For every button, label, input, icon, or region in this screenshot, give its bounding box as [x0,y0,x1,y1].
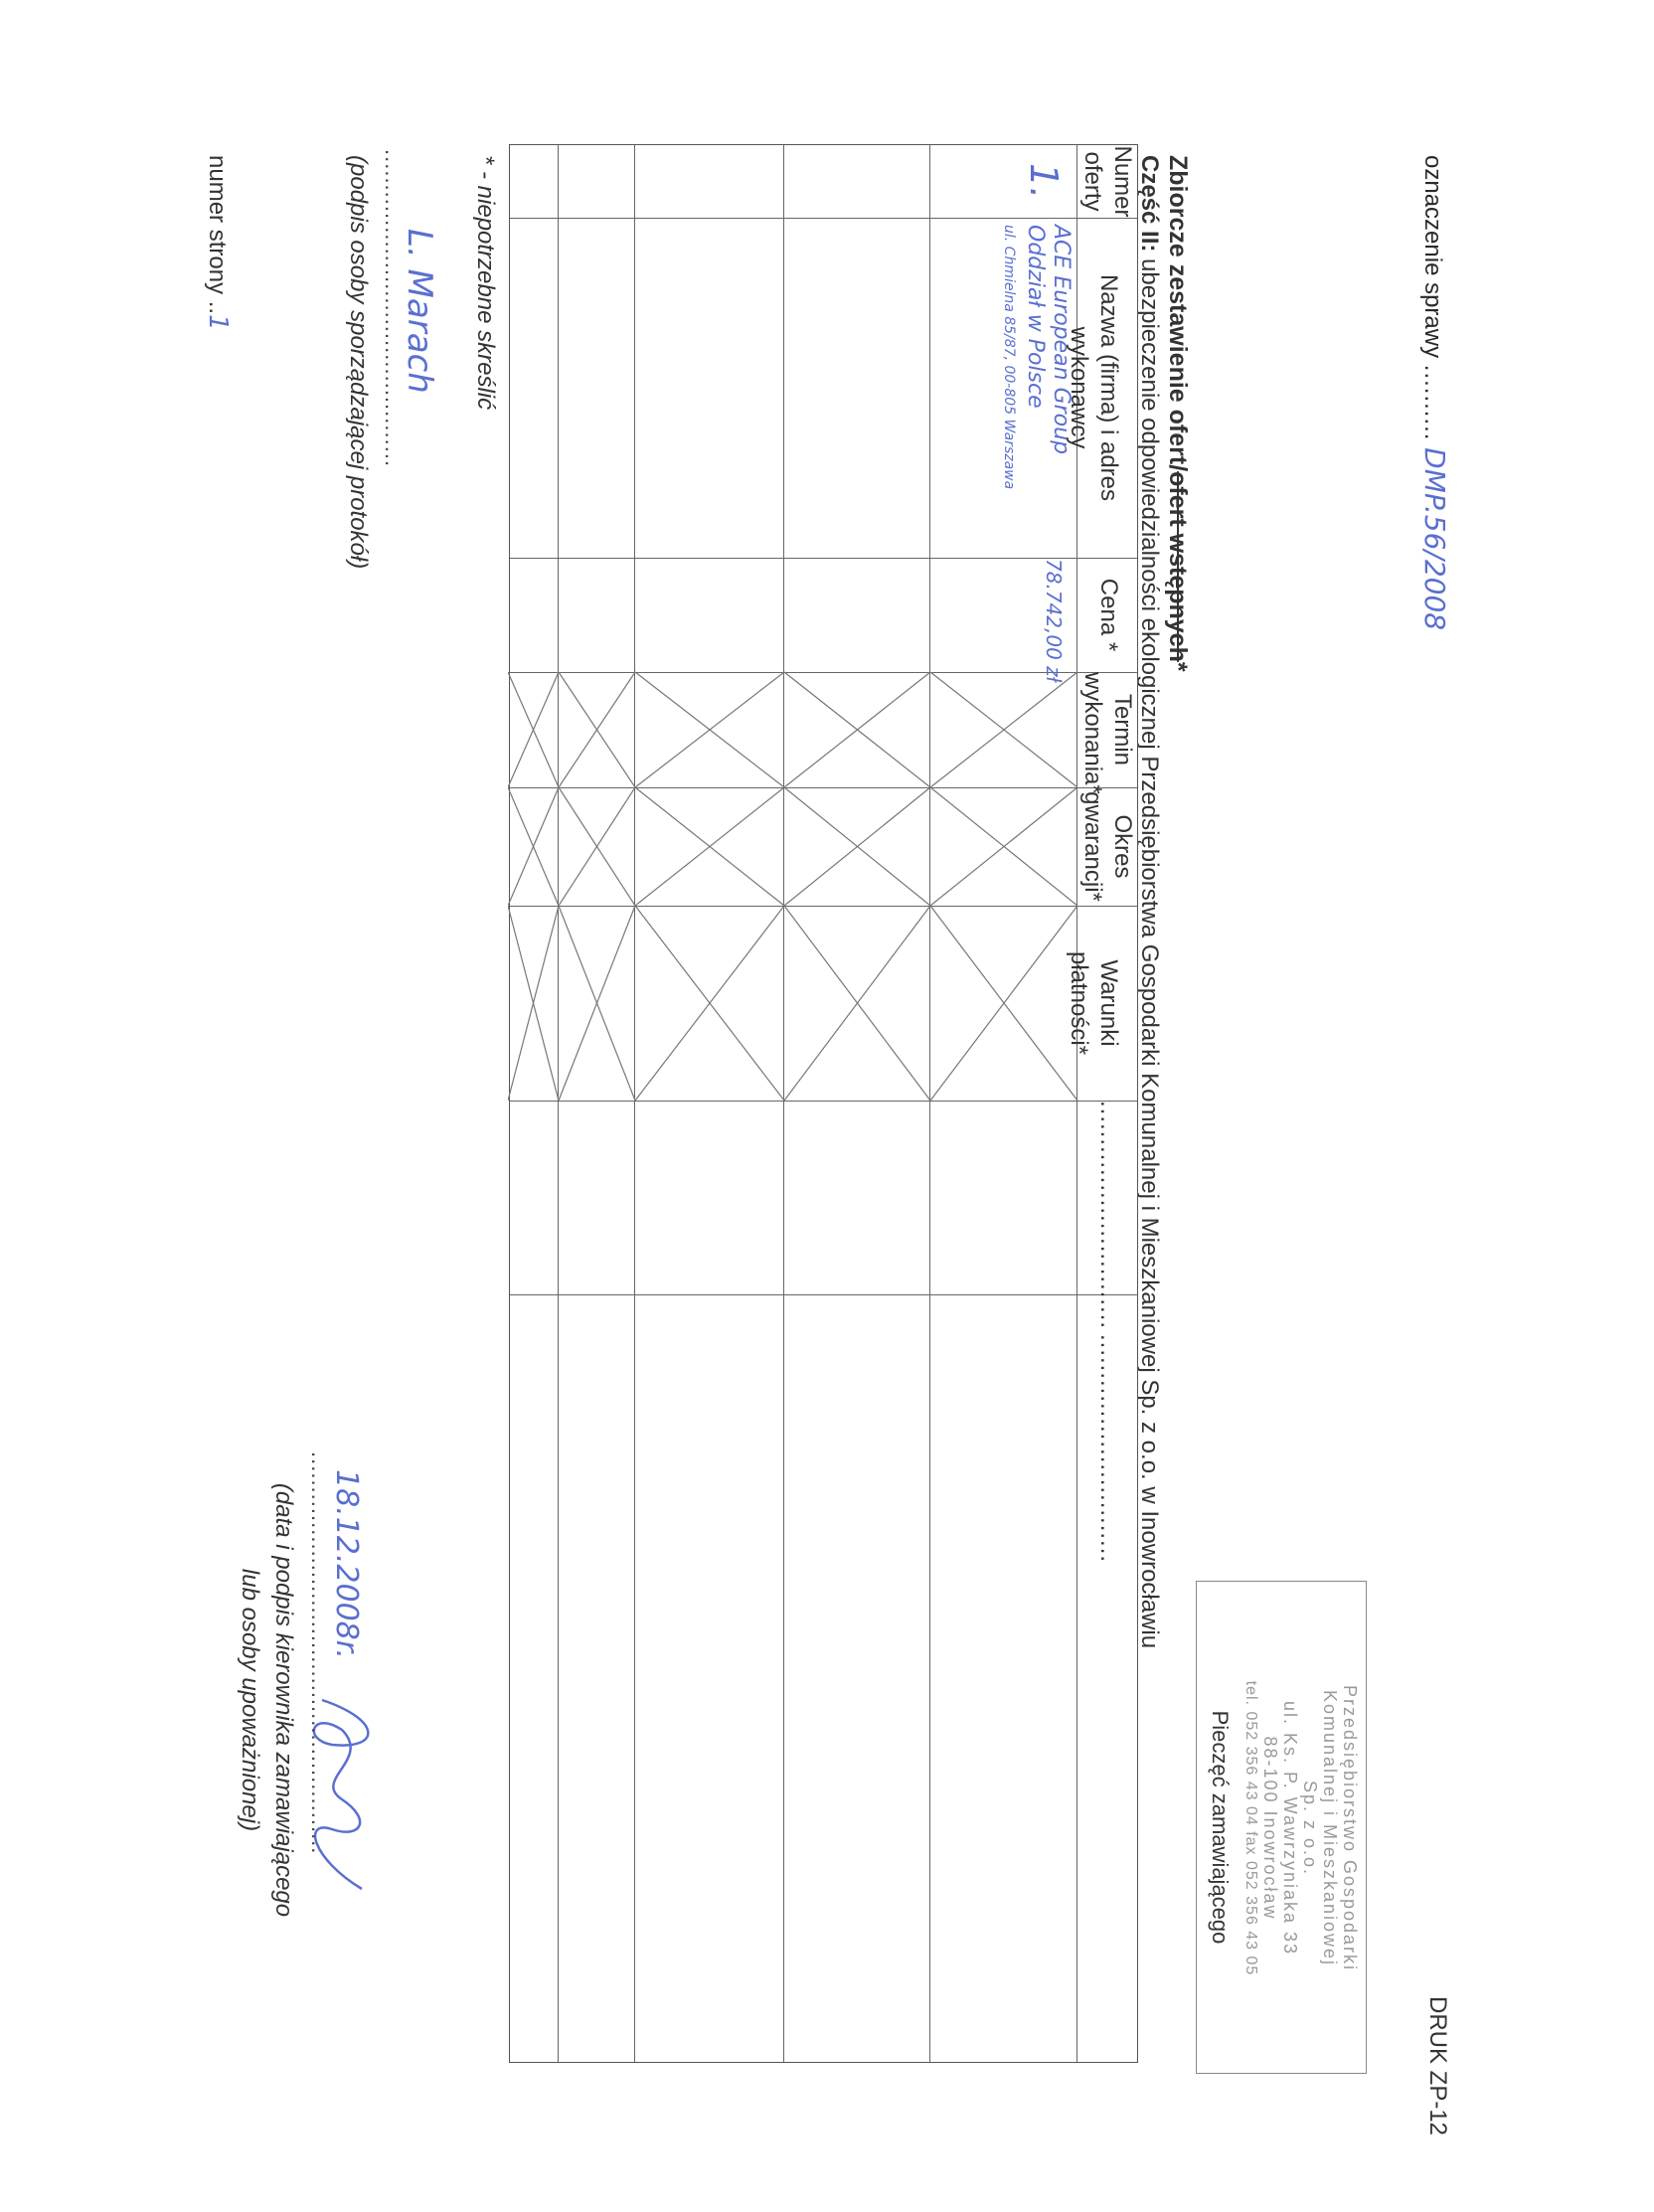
header-warranty: Okres gwarancji* [1079,791,1136,902]
case-number: DMP.56/2008 [1418,447,1451,631]
row-1-price: 78.742,00 zł [1042,559,1066,683]
row-1-contractor [996,225,1074,553]
stamp-line: tel. 052 356 43 04 fax 052 356 43 05 [1242,1680,1259,1976]
row-1-number: 1. [1022,163,1066,200]
contractor-name: ACE European Group [1049,225,1074,455]
left-signature: L. Marach [400,229,439,394]
page-number-value: 1 [203,314,233,331]
title-suffix: * [1164,661,1192,672]
page-number-label: numer strony [204,155,231,295]
approval-date: 18.12.2008r. [329,1469,364,1659]
approval-signature [282,1690,402,1909]
stamp-caption: Pieczęć zamawiającego [1208,1710,1233,1945]
case-label [1418,155,1451,630]
document-title [1163,155,1192,672]
stamp-line: Przedsiębiorstwo Gospodarki [1340,1684,1360,1972]
offers-table [509,144,1138,2063]
page-number-dots: .. [204,300,231,315]
case-label-text: oznaczenie sprawy [1419,155,1446,359]
left-signature-dots: ............................................. [381,149,406,468]
header-extra-2: .............................. [1095,1334,1122,1564]
approval-dots: ......................................................... [307,1451,332,1855]
approval-caption: (data i podpis kierownika zamawiającego lub osoby upoważnionej) [237,1482,297,1918]
stamp-box [1196,1581,1367,2074]
stamp-line: Sp. z o.o. [1300,1780,1320,1877]
stamp-line: ul. Ks. P. Wawrzyniaka 33 [1280,1700,1300,1957]
contractor-address: ul. Chmielna 85/87, 00-805 Warszawa [1001,225,1017,490]
part-label: Część II: [1136,155,1163,253]
header-payment: Warunki płatności* [1066,950,1122,1056]
stamp-impression [1240,1592,1360,2065]
left-signature-caption: (podpis osoby sporządzającej protokół) [345,155,372,570]
header-number: Numer oferty [1079,145,1136,218]
header-price: Cena * [1095,578,1122,652]
stamp-line: 88-100 Inowrocław [1260,1736,1280,1921]
header-completion: Termin wykonania* [1079,672,1136,794]
stamp-line: Komunalnej i Mieszkaniowej [1320,1689,1340,1967]
contractor-branch: Oddział w Polsce [1023,225,1048,409]
part-text: ubezpieczenie odpowiedzialności ekologicznej Przedsiębiorstwa Gospodarki Komunalnej i Mieszkaniowej Sp. z o.o. w Inowrocławiu [1136,258,1163,1649]
page-number [203,155,233,331]
footnote: * - niepotrzebne skreślić [472,155,499,411]
title-main: Zbiorcze zestawienie ofert/ [1164,155,1192,472]
case-dots: .......... [1419,364,1446,441]
form-code: DRUK ZP-12 [1424,1996,1451,2136]
document-subtitle [1135,155,1163,1648]
header-extra-1: .............................. [1095,1101,1122,1330]
title-struck: ofert wstępnych [1164,471,1192,662]
header-contractor: Nazwa (firma) i adres wykonawcy [1066,273,1122,502]
